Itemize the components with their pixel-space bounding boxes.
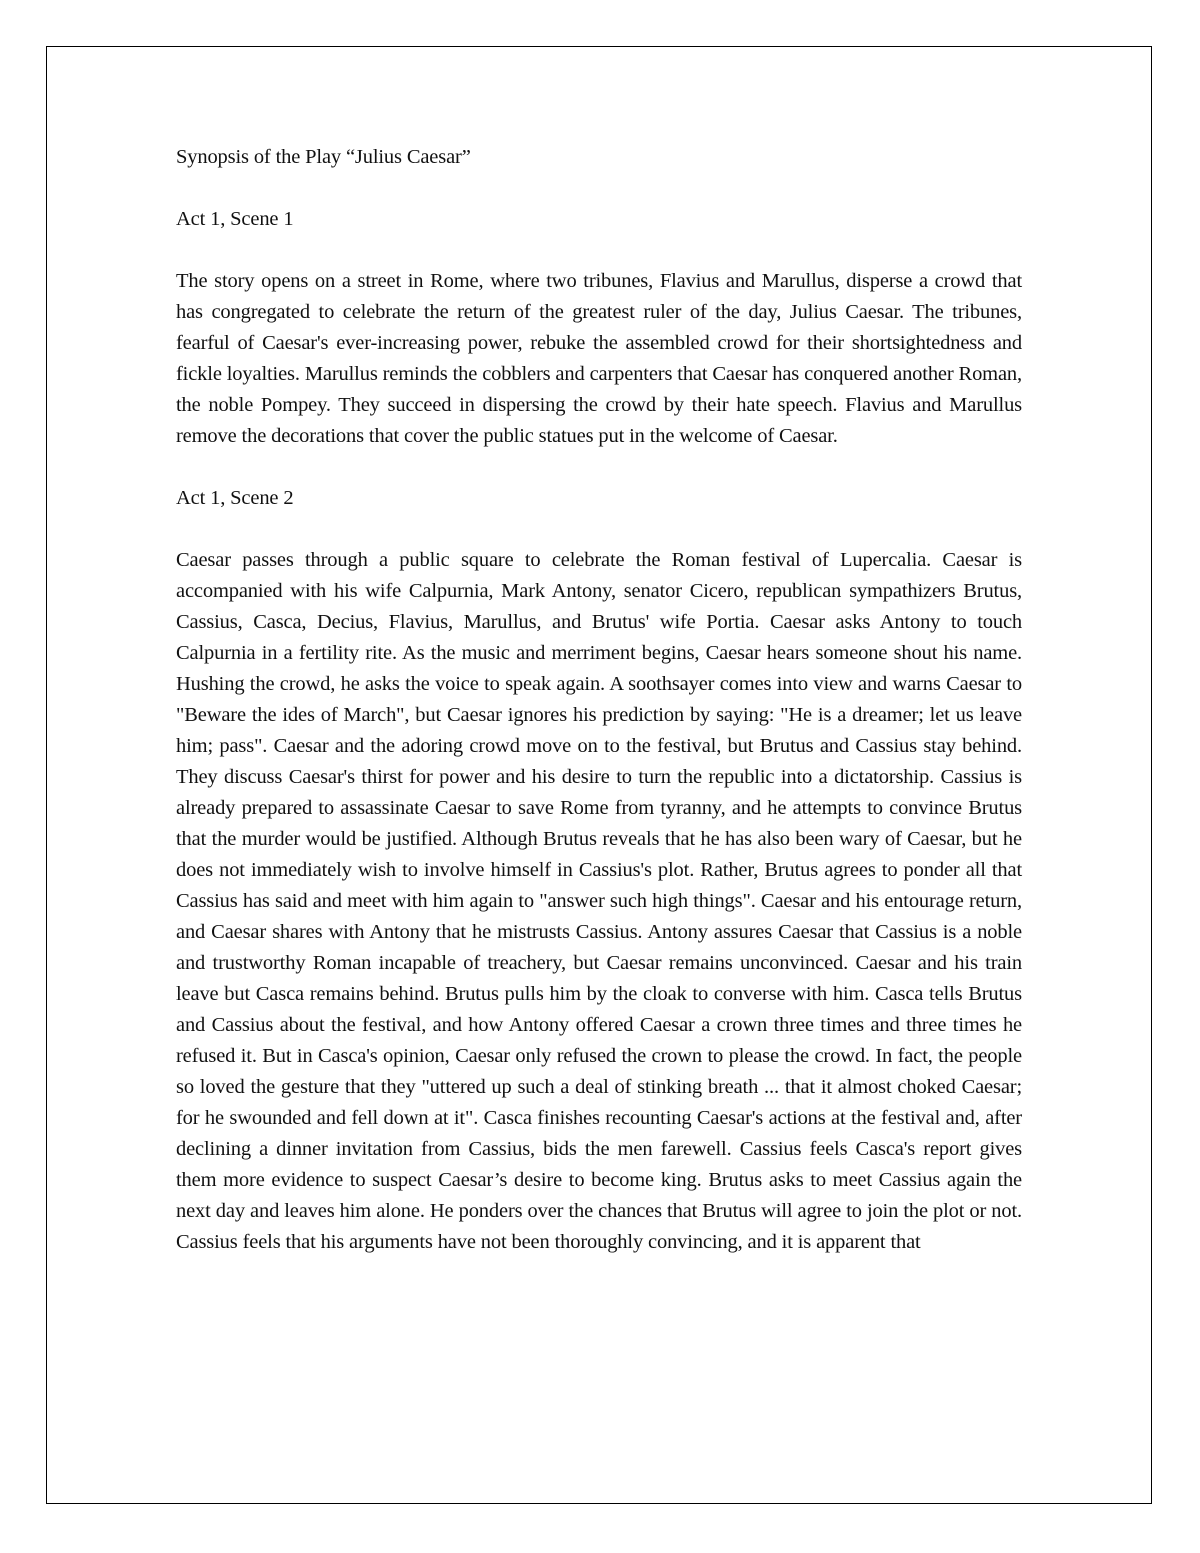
section-body-act1-scene2: Caesar passes through a public square to celebrate the Roman festival of Lupercalia. Caesar is accompanied with his wife Calpurnia, Mark Antony, senator Cicero, republican sympathizers Brutus, Cassius, Casca, Decius, Flavius, Marullus, and Brutus' wife Portia. Caesar asks Antony to touch Calpurnia in a fertility rite. As the music and merriment begins, Caesar hears someone shout his name. Hushing the crowd, he asks the voice to speak again. A soothsayer comes into view and warns Caesar to "Beware the ides of March", but Caesar ignores his prediction by saying: "He is a dreamer; let us leave him; pass". Caesar and the adoring crowd move on to the festival, but Brutus and Cassius stay behind. They discuss Caesar's thirst for power and his desire to turn the republic into a dictatorship. Cassius is already prepared to assassinate Caesar to save Rome from tyranny, and he attempts to convince Brutus that the murder would be justified. Although Brutus reveals that he has also been wary of Caesar, but he does not immediately wish to involve himself in Cassius's plot. Rather, Brutus agrees to ponder all that Cassius has said and meet with him again to "answer such high things". Caesar and his entourage return, and Caesar shares with Antony that he mistrusts Cassius. Antony assures Caesar that Cassius is a noble and trustworthy Roman incapable of treachery, but Caesar remains unconvinced. Caesar and his train leave but Casca remains behind. Brutus pulls him by the cloak to converse with him. Casca tells Brutus and Cassius about the festival, and how Antony offered Caesar a crown three times and three times he refused it. But in Casca's opinion, Caesar only refused the crown to please the crowd. In fact, the people so loved the gesture that they "uttered up such a deal of stinking breath ... that it almost choked Caesar; for he swounded and fell down at it". Casca finishes recounting Caesar's actions at the festival and, after declining a dinner invitation from Cassius, bids the men farewell. Cassius feels Casca's report gives them more evidence to suspect Caesar’s desire to become king. Brutus asks to meet Cassius again the next day and leaves him alone. He ponders over the chances that Brutus will agree to join the plot or not. Cassius feels that his arguments have not been thoroughly convincing, and it is apparent that — [176, 549, 1022, 1253]
document-body — [176, 142, 1022, 1289]
section-body-act1-scene1: The story opens on a street in Rome, where two tribunes, Flavius and Marullus, disperse a crowd that has congregated to celebrate the return of the greatest ruler of the day, Julius Caesar. The tribunes, fearful of Caesar's ever-increasing power, rebuke the assembled crowd for their shortsightedness and fickle loyalties. Marullus reminds the cobblers and carpenters that Caesar has conquered another Roman, the noble Pompey. They succeed in dispersing the crowd by their hate speech. Flavius and Marullus remove the decorations that cover the public statues put in the welcome of Caesar. — [176, 270, 1022, 447]
section-heading-act1-scene1: Act 1, Scene 1 — [176, 208, 294, 230]
section-heading-act1-scene2: Act 1, Scene 2 — [176, 487, 294, 509]
document-title: Synopsis of the Play “Julius Caesar” — [176, 146, 471, 168]
